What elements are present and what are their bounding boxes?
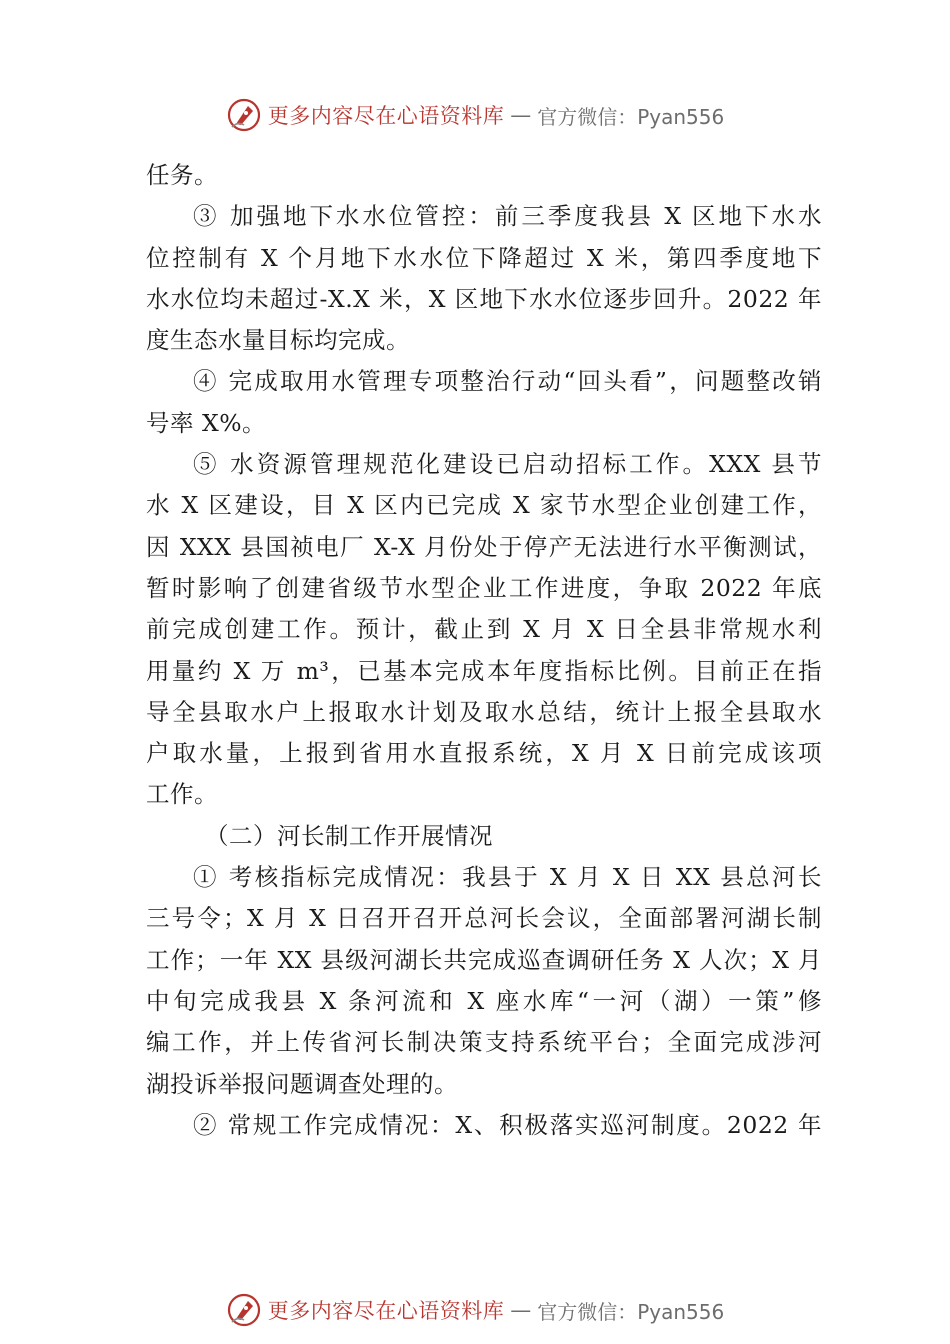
text-line: ③ 加强地下水水位管控：前三季度我县 X 区地下水水 (193, 202, 822, 231)
text-line: 水 X 区建设，目 X 区内已完成 X 家节水型企业创建工作， (146, 491, 822, 520)
text-line: 三号令；X 月 X 日召开召开总河长会议，全面部署河湖长制 (146, 904, 822, 933)
watermark-wechat-text: 官方微信：Pyan556 (537, 1299, 725, 1324)
text-line: 导全县取水户上报取水计划及取水总结，统计上报全县取水 (146, 697, 822, 726)
watermark-banner-top (0, 95, 950, 135)
text-line: ⑤ 水资源管理规范化建设已启动招标工作。XXX 县节 (193, 450, 822, 479)
pen-nib-logo-icon (226, 1292, 262, 1328)
section-heading: （二）河长制工作开展情况 (205, 821, 493, 850)
pen-nib-logo-icon (226, 97, 262, 133)
text-line: 编工作，并上传省河长制决策支持系统平台；全面完成涉河 (146, 1028, 822, 1057)
text-line: 号率 X%。 (146, 408, 267, 437)
text-line: 任务。 (146, 161, 218, 189)
watermark-brand-text: 更多内容尽在心语资料库 (267, 104, 505, 128)
text-line: 户取水量，上报到省用水直报系统，X 月 X 日前完成该项 (146, 739, 822, 768)
text-line: ① 考核指标完成情况：我县于 X 月 X 日 XX 县总河长 (193, 863, 822, 892)
watermark-wechat-text: 官方微信：Pyan556 (537, 104, 725, 129)
text-line: 度生态水量目标均完成。 (146, 326, 410, 355)
text-line: 前完成创建工作。预计，截止到 X 月 X 日全县非常规水利 (146, 615, 822, 644)
text-line: 位控制有 X 个月地下水水位下降超过 X 米，第四季度地下 (146, 243, 822, 272)
watermark-brand-text: 更多内容尽在心语资料库 (267, 1299, 505, 1323)
document-body (146, 155, 822, 1146)
text-line: ④ 完成取用水管理专项整治行动“回头看”，问题整改销 (193, 367, 822, 396)
text-line: 工作；一年 XX 县级河湖长共完成巡查调研任务 X 人次；X 月 (146, 945, 822, 974)
text-line: 水水位均未超过-X.X 米，X 区地下水水位逐步回升。2022 年 (146, 284, 822, 313)
text-line: 用量约 X 万 m³，已基本完成本年度指标比例。目前正在指 (146, 656, 822, 685)
text-line: 暂时影响了创建省级节水型企业工作进度，争取 2022 年底 (146, 573, 822, 602)
text-line: 工作。 (146, 780, 218, 809)
text-line: 因 XXX 县国祯电厂 X-X 月份处于停产无法进行水平衡测试， (146, 532, 822, 561)
text-line: ② 常规工作完成情况：X、积极落实巡河制度。2022 年 (193, 1110, 822, 1139)
watermark-separator: — (510, 103, 532, 127)
text-line: 湖投诉举报问题调查处理的。 (146, 1069, 458, 1098)
text-line: 中旬完成我县 X 条河流和 X 座水库“一河（湖）一策”修 (146, 986, 822, 1015)
watermark-separator: — (510, 1298, 532, 1322)
watermark-banner-bottom (0, 1290, 950, 1330)
